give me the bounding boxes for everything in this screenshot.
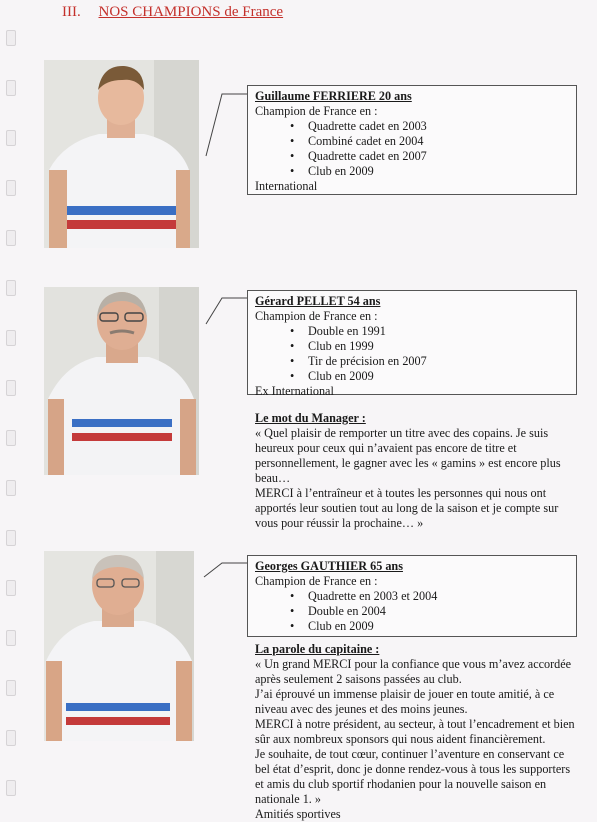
captain-note-title: La parole du capitaine :	[255, 642, 380, 656]
titles-list	[255, 589, 569, 634]
champion-name: Georges GAUTHIER 65 ans	[255, 559, 403, 573]
list-item: • Club en 1999	[308, 339, 569, 354]
champion-card-3	[247, 555, 577, 637]
section-heading	[62, 4, 283, 21]
captain-note-paragraph: MERCI à notre président, au secteur, à tout l’encadrement et bien sûr aux nombreux sponsors qui nous aident financièrement.	[255, 717, 575, 746]
titles-list	[255, 119, 569, 179]
list-item: • Club en 2009	[308, 369, 569, 384]
photo-gerard-pellet	[44, 287, 199, 475]
section-title: NOS CHAMPIONS de France	[98, 4, 284, 20]
captain-note	[255, 642, 575, 822]
manager-note-paragraph: MERCI à l’entraîneur et à toutes les personnes qui nous ont apportés leur soutien tout au long de la saison et je compte sur vous pour réussir la prochaine… »	[255, 486, 559, 530]
champion-name: Guillaume FERRIERE 20 ans	[255, 89, 412, 103]
list-item: • Club en 2009	[308, 619, 569, 634]
captain-note-paragraph: « Un grand MERCI pour la confiance que vous m’avez accordée après seulement 2 saisons passées au club.	[255, 657, 572, 686]
titles-list	[255, 324, 569, 384]
captain-note-paragraph: Je souhaite, de tout cœur, continuer l’aventure en conservant ce bel état d’esprit, donc je donne rendez-vous à tous les supporters et amis du club sportif rhodanien pour la nouvelle saison en nationale 1. »	[255, 747, 571, 806]
list-item: • Club en 2009	[308, 164, 569, 179]
section-number: III.	[62, 4, 81, 20]
champion-card-2	[247, 290, 577, 398]
list-item: • Quadrette en 2003 et 2004	[308, 589, 569, 604]
champion-card-1	[247, 85, 577, 195]
manager-note-title: Le mot du Manager :	[255, 411, 366, 425]
binder-holes	[6, 0, 18, 818]
champion-intro: Champion de France en :	[255, 309, 378, 323]
captain-note-paragraph: J’ai éprouvé un immense plaisir de jouer en toute amitié, à ce niveau avec des jeunes et des moins jeunes.	[255, 687, 555, 716]
list-item: • Tir de précision en 2007	[308, 354, 569, 369]
list-item: • Combiné cadet en 2004	[308, 134, 569, 149]
manager-note-paragraph: « Quel plaisir de remporter un titre avec des copains. Je suis heureux pour ceux qui n’avaient pas encore de titre et personnellement, le gagner avec les « gamins » est encore plus beau…	[255, 426, 561, 485]
photo-georges-gauthier	[44, 551, 194, 741]
champion-status: International	[255, 179, 318, 193]
captain-note-signoff: Amitiés sportives	[255, 807, 341, 821]
list-item: • Double en 2004	[308, 604, 569, 619]
champion-intro: Champion de France en :	[255, 104, 378, 118]
champion-status: Ex International	[255, 384, 334, 398]
champion-intro: Champion de France en :	[255, 574, 378, 588]
list-item: • Quadrette cadet en 2007	[308, 149, 569, 164]
champion-name: Gérard PELLET 54 ans	[255, 294, 381, 308]
list-item: • Quadrette cadet en 2003	[308, 119, 569, 134]
manager-note	[255, 411, 575, 531]
photo-guillaume-ferriere	[44, 60, 199, 248]
list-item: • Double en 1991	[308, 324, 569, 339]
